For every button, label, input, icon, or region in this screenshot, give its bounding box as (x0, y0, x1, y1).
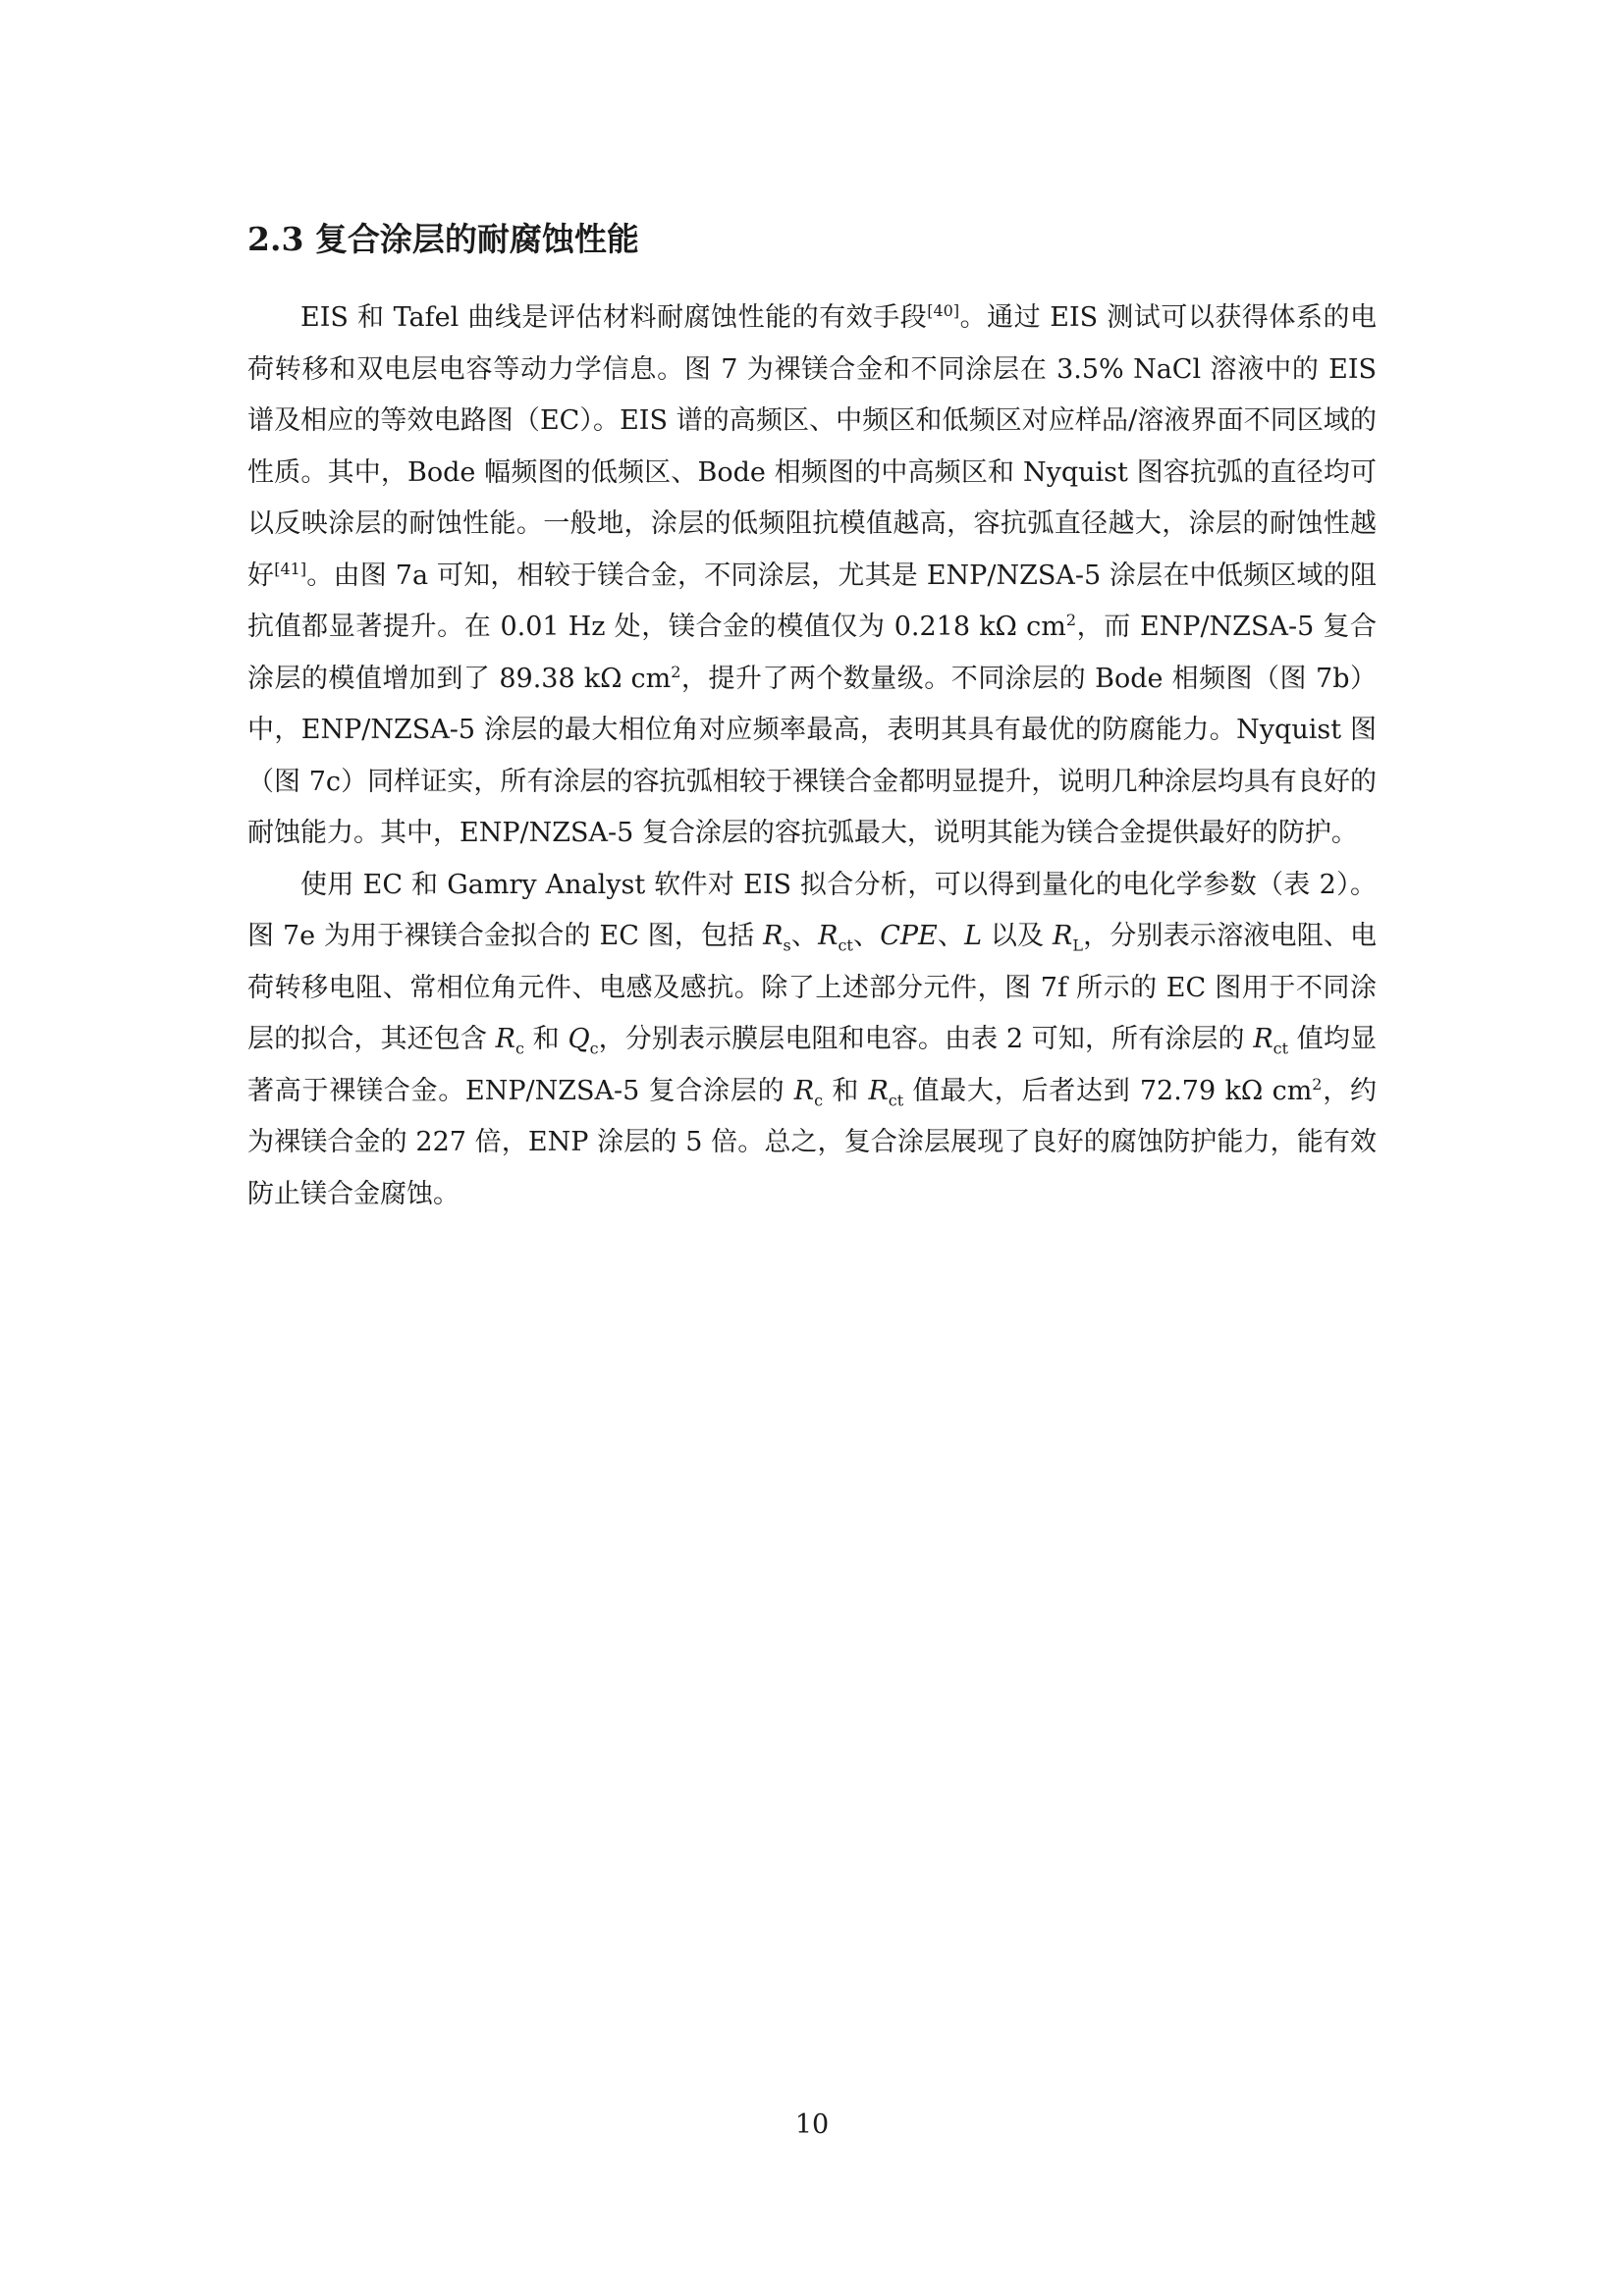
paragraph2-text-2: 以及 (982, 921, 1053, 951)
symbol-q: Q (568, 1024, 590, 1054)
subscript-l: L (1072, 935, 1083, 955)
subscript-c: c (814, 1090, 824, 1109)
superscript-2: 2 (1312, 1074, 1323, 1094)
body-text (247, 293, 1377, 1220)
symbol-r: R (763, 921, 784, 951)
citation-40: [40] (927, 301, 960, 320)
superscript-2: 2 (671, 662, 681, 681)
paragraph2-text-8: 值最大，后者达到 72.79 kΩ cm (903, 1075, 1313, 1106)
section-heading: 2.3 复合涂层的耐腐蚀性能 (247, 220, 639, 258)
subscript-c: c (589, 1039, 599, 1058)
paragraph-eis-tafel (247, 293, 1377, 860)
symbol-r: R (1053, 921, 1073, 951)
paragraph1-text-5: ，提升了两个数量级。不同涂层的 Bode 相频图（图 7b）中，ENP/NZSA-5 涂层的最大相位角对应频率最高，表明其具有最优的防腐能力。Nyquist 图（图 7c）同样证实，所有涂层的容抗弧相较于裸镁合金都明显提升，说明几种涂层均具有良好的耐蚀能力。其中，ENP/NZSA-5 复合涂层的容抗弧最大，说明其能为镁合金提供最好的防护。 (247, 663, 1377, 848)
paragraph2-text-3: ，分别表示溶液电阻、电荷转移电阻、常相位角元件、电感及感抗。除了上述部分元件，图 7f 所示的 EC 图用于不同涂层的拟合，其还包含 (247, 921, 1378, 1054)
page-number: 10 (794, 2109, 830, 2140)
subscript-ct: ct (838, 935, 853, 955)
subscript-ct: ct (1272, 1039, 1289, 1058)
paragraph2-text-4: 和 (523, 1024, 568, 1054)
paragraph-ec-fitting (247, 860, 1377, 1221)
subscript-c: c (514, 1039, 524, 1058)
citation-41: [41] (274, 559, 307, 578)
subscript-ct: ct (888, 1090, 904, 1109)
paragraph2-text-5: ，分别表示膜层电阻和电容。由表 2 可知，所有涂层的 (598, 1024, 1254, 1054)
paragraph2-text-9: ，约为裸镁合金的 227 倍，ENP 涂层的 5 倍。总之，复合涂层展现了良好的腐蚀防护能力，能有效防止镁合金腐蚀。 (247, 1075, 1377, 1209)
symbol-r: R (1253, 1024, 1273, 1054)
separator: 、 (937, 921, 965, 951)
paragraph1-text-4: ，而 ENP/NZSA-5 复合涂层的模值增加到了 89.38 kΩ cm (247, 612, 1377, 694)
symbol-cpe: CPE (880, 921, 938, 951)
separator: 、 (852, 921, 881, 951)
symbol-r: R (868, 1075, 889, 1106)
paragraph1-text-2: 。通过 EIS 测试可以获得体系的电荷转移和双电层电容等动力学信息。图 7 为裸镁合金和不同涂层在 3.5% NaCl 溶液中的 EIS 谱及相应的等效电路图（EC）。EIS 谱的高频区、中频区和低频区对应样品/溶液界面不同区域的性质。其中，Bode 幅频图的低频区、Bode 相频图的中高频区和 Nyquist 图容抗弧的直径均可以反映涂层的耐蚀性能。一般地，涂层的低频阻抗模值越高，容抗弧直径越大，涂层的耐蚀性越好 (247, 302, 1377, 591)
paragraph2-text-7: 和 (823, 1075, 869, 1106)
paragraph2-text-1: 使用 EC 和 Gamry Analyst 软件对 EIS 拟合分析，可以得到量化的电化学参数（表 2）。图 7e 为用于裸镁合金拟合的 EC 图，包括 (247, 869, 1377, 951)
symbol-r: R (495, 1024, 515, 1054)
separator: 、 (790, 921, 819, 951)
symbol-r: R (793, 1075, 815, 1106)
paragraph1-text-1: EIS 和 Tafel 曲线是评估材料耐腐蚀性能的有效手段 (300, 302, 928, 333)
superscript-2: 2 (1065, 611, 1077, 629)
symbol-r: R (818, 921, 839, 951)
symbol-l: L (964, 921, 983, 951)
paragraph2-text-6: 值均显著高于裸镁合金。ENP/NZSA-5 复合涂层的 (247, 1024, 1377, 1106)
subscript-s: s (783, 935, 791, 955)
paragraph1-text-3: 。由图 7a 可知，相较于镁合金，不同涂层，尤其是 ENP/NZSA-5 涂层在中低频区域的阻抗值都显著提升。在 0.01 Hz 处，镁合金的模值仅为 0.218 kΩ cm (247, 560, 1377, 642)
